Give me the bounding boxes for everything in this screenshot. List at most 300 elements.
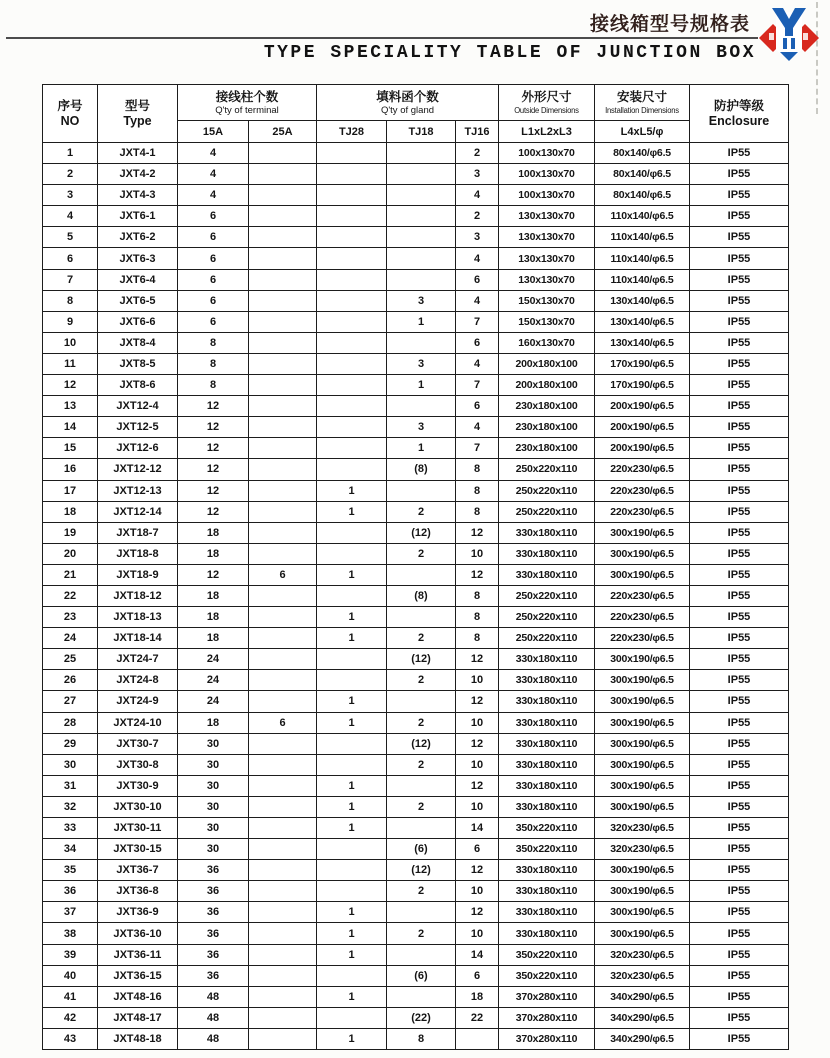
cell-tj18: (6): [387, 965, 456, 986]
table-row: [43, 585, 789, 606]
enclosure-header-en: Enclosure: [708, 113, 770, 128]
cell-outside-dim: 350x220x110: [499, 839, 595, 860]
cell-15a: 36: [178, 860, 249, 881]
type-header-cn: 型号: [124, 98, 150, 113]
cell-15a: 36: [178, 923, 249, 944]
cell-outside-dim: 330x180x110: [499, 691, 595, 712]
cell-25a: [249, 185, 317, 206]
cell-15a: 12: [178, 417, 249, 438]
cell-type: JXT36-10: [98, 923, 178, 944]
cell-tj28: 1: [317, 902, 387, 923]
cell-install-dim: 170x190/φ6.5: [595, 353, 690, 374]
cell-tj16: 6: [456, 965, 499, 986]
cell-tj16: 12: [456, 775, 499, 796]
cell-tj28: [317, 227, 387, 248]
cell-tj16: 12: [456, 860, 499, 881]
cell-outside-dim: 250x220x110: [499, 480, 595, 501]
col-header-type: [98, 85, 178, 143]
cell-install-dim: 200x190/φ6.5: [595, 417, 690, 438]
title-underline: [6, 37, 758, 39]
cell-type: JXT24-7: [98, 649, 178, 670]
cell-tj18: 2: [387, 501, 456, 522]
cell-enclosure: IP55: [690, 332, 789, 353]
cell-enclosure: IP55: [690, 818, 789, 839]
cell-no: 32: [43, 796, 98, 817]
cell-15a: 4: [178, 185, 249, 206]
page-title-english: TYPE SPECIALITY TABLE OF JUNCTION BOX: [263, 43, 756, 63]
cell-tj18: [387, 691, 456, 712]
cell-25a: [249, 839, 317, 860]
col-header-no: [43, 85, 98, 143]
cell-enclosure: IP55: [690, 754, 789, 775]
cell-no: 14: [43, 417, 98, 438]
cell-tj18: [387, 396, 456, 417]
cell-tj16: 14: [456, 818, 499, 839]
table-row: [43, 143, 789, 164]
cell-tj16: 10: [456, 543, 499, 564]
cell-tj28: 1: [317, 986, 387, 1007]
table-row: [43, 332, 789, 353]
cell-no: 34: [43, 839, 98, 860]
install-header-cn: 安装尺寸: [616, 89, 667, 104]
cell-15a: 30: [178, 839, 249, 860]
cell-type: JXT18-7: [98, 522, 178, 543]
cell-enclosure: IP55: [690, 670, 789, 691]
cell-enclosure: IP55: [690, 986, 789, 1007]
gland-header-cn: 填料函个数: [376, 89, 439, 104]
cell-tj16: 3: [456, 164, 499, 185]
no-header-cn: 序号: [57, 98, 83, 113]
cell-tj28: [317, 733, 387, 754]
cell-outside-dim: 330x180x110: [499, 670, 595, 691]
cell-tj18: [387, 227, 456, 248]
junction-box-spec-table: [42, 84, 789, 1050]
cell-tj28: [317, 670, 387, 691]
cell-install-dim: 300x190/φ6.5: [595, 902, 690, 923]
cell-outside-dim: 200x180x100: [499, 353, 595, 374]
cell-enclosure: IP55: [690, 796, 789, 817]
cell-no: 27: [43, 691, 98, 712]
table-row: [43, 564, 789, 585]
cell-tj16: 12: [456, 733, 499, 754]
table-row: [43, 628, 789, 649]
cell-tj16: 4: [456, 290, 499, 311]
cell-tj18: (22): [387, 1007, 456, 1028]
cell-15a: 30: [178, 796, 249, 817]
cell-15a: 12: [178, 501, 249, 522]
cell-tj16: 8: [456, 607, 499, 628]
cell-15a: 12: [178, 396, 249, 417]
cell-enclosure: IP55: [690, 923, 789, 944]
cell-tj28: 1: [317, 564, 387, 585]
table-body: [43, 143, 789, 1050]
cell-tj18: [387, 206, 456, 227]
cell-tj16: 18: [456, 986, 499, 1007]
cell-install-dim: 130x140/φ6.5: [595, 290, 690, 311]
table-row: [43, 965, 789, 986]
cell-tj18: 8: [387, 1028, 456, 1049]
cell-tj28: [317, 754, 387, 775]
cell-enclosure: IP55: [690, 564, 789, 585]
cell-tj16: 8: [456, 585, 499, 606]
cell-15a: 6: [178, 290, 249, 311]
cell-tj16: 10: [456, 754, 499, 775]
cell-type: JXT18-14: [98, 628, 178, 649]
cell-25a: [249, 290, 317, 311]
cell-enclosure: IP55: [690, 585, 789, 606]
cell-install-dim: 320x230/φ6.5: [595, 818, 690, 839]
cell-no: 42: [43, 1007, 98, 1028]
cell-type: JXT30-9: [98, 775, 178, 796]
cell-no: 43: [43, 1028, 98, 1049]
cell-enclosure: IP55: [690, 902, 789, 923]
cell-no: 13: [43, 396, 98, 417]
cell-install-dim: 300x190/φ6.5: [595, 881, 690, 902]
cell-no: 5: [43, 227, 98, 248]
table-row: [43, 269, 789, 290]
cell-tj18: 2: [387, 923, 456, 944]
col-header-installation-dimensions: [595, 85, 690, 121]
cell-type: JXT48-17: [98, 1007, 178, 1028]
cell-enclosure: IP55: [690, 839, 789, 860]
cell-tj18: [387, 902, 456, 923]
cell-outside-dim: 330x180x110: [499, 860, 595, 881]
cell-install-dim: 200x190/φ6.5: [595, 396, 690, 417]
cell-type: JXT48-16: [98, 986, 178, 1007]
cell-15a: 48: [178, 1028, 249, 1049]
cell-no: 4: [43, 206, 98, 227]
cell-tj18: 2: [387, 543, 456, 564]
cell-tj28: 1: [317, 607, 387, 628]
cell-15a: 6: [178, 269, 249, 290]
cell-no: 10: [43, 332, 98, 353]
cell-no: 1: [43, 143, 98, 164]
cell-no: 19: [43, 522, 98, 543]
cell-outside-dim: 250x220x110: [499, 459, 595, 480]
cell-tj16: 6: [456, 332, 499, 353]
table-row: [43, 206, 789, 227]
cell-no: 41: [43, 986, 98, 1007]
cell-enclosure: IP55: [690, 522, 789, 543]
col-header-15a: 15A: [178, 121, 249, 143]
cell-tj16: 4: [456, 353, 499, 374]
cell-enclosure: IP55: [690, 628, 789, 649]
cell-15a: 30: [178, 733, 249, 754]
cell-type: JXT12-6: [98, 438, 178, 459]
cell-type: JXT12-13: [98, 480, 178, 501]
cell-tj16: 12: [456, 902, 499, 923]
cell-outside-dim: 230x180x100: [499, 438, 595, 459]
cell-tj16: 14: [456, 944, 499, 965]
cell-type: JXT6-2: [98, 227, 178, 248]
cell-15a: 36: [178, 965, 249, 986]
cell-tj18: [387, 164, 456, 185]
cell-tj18: 3: [387, 290, 456, 311]
cell-type: JXT4-1: [98, 143, 178, 164]
cell-tj18: (8): [387, 459, 456, 480]
col-header-outside-dimensions: [499, 85, 595, 121]
table-row: [43, 670, 789, 691]
cell-enclosure: IP55: [690, 1007, 789, 1028]
cell-25a: [249, 1007, 317, 1028]
table-row: [43, 311, 789, 332]
cell-tj18: [387, 818, 456, 839]
cell-25a: [249, 775, 317, 796]
table-header: [43, 85, 789, 143]
cell-enclosure: IP55: [690, 607, 789, 628]
cell-enclosure: IP55: [690, 290, 789, 311]
cell-install-dim: 200x190/φ6.5: [595, 438, 690, 459]
cell-outside-dim: 330x180x110: [499, 543, 595, 564]
cell-type: JXT4-3: [98, 185, 178, 206]
cell-type: JXT18-12: [98, 585, 178, 606]
cell-outside-dim: 370x280x110: [499, 986, 595, 1007]
cell-tj18: [387, 332, 456, 353]
cell-install-dim: 300x190/φ6.5: [595, 522, 690, 543]
cell-tj28: [317, 543, 387, 564]
cell-tj28: [317, 269, 387, 290]
cell-no: 16: [43, 459, 98, 480]
cell-tj16: 10: [456, 670, 499, 691]
cell-no: 3: [43, 185, 98, 206]
table-row: [43, 691, 789, 712]
cell-15a: 48: [178, 1007, 249, 1028]
cell-tj28: [317, 839, 387, 860]
table-row: [43, 923, 789, 944]
cell-15a: 18: [178, 543, 249, 564]
cell-install-dim: 80x140/φ6.5: [595, 143, 690, 164]
cell-15a: 24: [178, 691, 249, 712]
cell-15a: 18: [178, 628, 249, 649]
cell-install-dim: 320x230/φ6.5: [595, 944, 690, 965]
table-row: [43, 860, 789, 881]
cell-tj18: [387, 986, 456, 1007]
cell-enclosure: IP55: [690, 375, 789, 396]
cell-15a: 4: [178, 164, 249, 185]
cell-tj28: [317, 881, 387, 902]
cell-outside-dim: 150x130x70: [499, 311, 595, 332]
cell-install-dim: 220x230/φ6.5: [595, 501, 690, 522]
cell-25a: [249, 818, 317, 839]
cell-25a: [249, 375, 317, 396]
cell-25a: [249, 269, 317, 290]
cell-enclosure: IP55: [690, 269, 789, 290]
cell-enclosure: IP55: [690, 543, 789, 564]
cell-install-dim: 300x190/φ6.5: [595, 796, 690, 817]
cell-install-dim: 340x290/φ6.5: [595, 1007, 690, 1028]
cell-25a: [249, 396, 317, 417]
table-row: [43, 522, 789, 543]
cell-install-dim: 300x190/φ6.5: [595, 923, 690, 944]
cell-enclosure: IP55: [690, 712, 789, 733]
cell-no: 18: [43, 501, 98, 522]
cell-outside-dim: 330x180x110: [499, 775, 595, 796]
cell-tj16: 22: [456, 1007, 499, 1028]
cell-tj16: 10: [456, 881, 499, 902]
cell-15a: 6: [178, 248, 249, 269]
cell-type: JXT36-11: [98, 944, 178, 965]
cell-outside-dim: 330x180x110: [499, 881, 595, 902]
cell-enclosure: IP55: [690, 396, 789, 417]
cell-no: 20: [43, 543, 98, 564]
cell-install-dim: 320x230/φ6.5: [595, 839, 690, 860]
cell-tj18: (12): [387, 649, 456, 670]
table-row: [43, 754, 789, 775]
cell-25a: [249, 248, 317, 269]
table-row: [43, 290, 789, 311]
cell-no: 11: [43, 353, 98, 374]
cell-tj18: (6): [387, 839, 456, 860]
cell-25a: [249, 860, 317, 881]
cell-no: 8: [43, 290, 98, 311]
cell-tj18: 2: [387, 881, 456, 902]
cell-outside-dim: 330x180x110: [499, 564, 595, 585]
cell-enclosure: IP55: [690, 691, 789, 712]
cell-enclosure: IP55: [690, 164, 789, 185]
cell-install-dim: 110x140/φ6.5: [595, 248, 690, 269]
cell-install-dim: 300x190/φ6.5: [595, 733, 690, 754]
cell-15a: 8: [178, 332, 249, 353]
cell-type: JXT24-10: [98, 712, 178, 733]
table-row: [43, 881, 789, 902]
cell-outside-dim: 330x180x110: [499, 923, 595, 944]
cell-outside-dim: 130x130x70: [499, 206, 595, 227]
table-row: [43, 712, 789, 733]
cell-type: JXT30-7: [98, 733, 178, 754]
cell-15a: 30: [178, 754, 249, 775]
table-row: [43, 543, 789, 564]
cell-25a: [249, 227, 317, 248]
cell-tj28: 1: [317, 691, 387, 712]
cell-type: JXT48-18: [98, 1028, 178, 1049]
cell-tj18: [387, 944, 456, 965]
cell-outside-dim: 330x180x110: [499, 796, 595, 817]
cell-tj16: 10: [456, 712, 499, 733]
cell-tj18: [387, 143, 456, 164]
table-row: [43, 818, 789, 839]
cell-tj18: 1: [387, 311, 456, 332]
cell-no: 29: [43, 733, 98, 754]
cell-install-dim: 300x190/φ6.5: [595, 860, 690, 881]
cell-outside-dim: 160x130x70: [499, 332, 595, 353]
cell-tj16: 8: [456, 459, 499, 480]
cell-type: JXT36-9: [98, 902, 178, 923]
table-row: [43, 459, 789, 480]
cell-enclosure: IP55: [690, 459, 789, 480]
cell-tj18: [387, 480, 456, 501]
table-row: [43, 164, 789, 185]
cell-tj18: (12): [387, 522, 456, 543]
cell-no: 9: [43, 311, 98, 332]
cell-25a: [249, 585, 317, 606]
cell-outside-dim: 370x280x110: [499, 1007, 595, 1028]
cell-no: 15: [43, 438, 98, 459]
no-header-en: NO: [60, 113, 80, 128]
cell-15a: 24: [178, 649, 249, 670]
cell-type: JXT6-1: [98, 206, 178, 227]
cell-15a: 12: [178, 438, 249, 459]
cell-25a: [249, 986, 317, 1007]
cell-tj28: [317, 185, 387, 206]
cell-tj28: 1: [317, 1028, 387, 1049]
cell-15a: 18: [178, 607, 249, 628]
cell-15a: 36: [178, 902, 249, 923]
cell-install-dim: 340x290/φ6.5: [595, 986, 690, 1007]
cell-25a: [249, 902, 317, 923]
cell-install-dim: 80x140/φ6.5: [595, 164, 690, 185]
col-header-tj28: TJ28: [317, 121, 387, 143]
cell-25a: [249, 923, 317, 944]
cell-tj18: [387, 607, 456, 628]
col-header-l1xl2xl3: L1xL2xL3: [499, 121, 595, 143]
cell-tj28: [317, 353, 387, 374]
cell-enclosure: IP55: [690, 649, 789, 670]
install-header-en: Installation Dimensions: [605, 105, 679, 115]
cell-tj28: [317, 164, 387, 185]
type-header-en: Type: [123, 113, 152, 128]
cell-install-dim: 110x140/φ6.5: [595, 227, 690, 248]
cell-no: 7: [43, 269, 98, 290]
cell-install-dim: 220x230/φ6.5: [595, 459, 690, 480]
cell-15a: 18: [178, 712, 249, 733]
cell-install-dim: 300x190/φ6.5: [595, 691, 690, 712]
cell-install-dim: 300x190/φ6.5: [595, 775, 690, 796]
col-header-tj18: TJ18: [387, 121, 456, 143]
cell-install-dim: 300x190/φ6.5: [595, 754, 690, 775]
table-row: [43, 796, 789, 817]
cell-tj28: [317, 396, 387, 417]
cell-tj16: 4: [456, 417, 499, 438]
table-row: [43, 375, 789, 396]
cell-25a: [249, 754, 317, 775]
table-row: [43, 480, 789, 501]
cell-no: 26: [43, 670, 98, 691]
cell-25a: [249, 965, 317, 986]
cell-install-dim: 300x190/φ6.5: [595, 712, 690, 733]
cell-tj18: 3: [387, 353, 456, 374]
cell-no: 24: [43, 628, 98, 649]
terminal-header-en: Q'ty of terminal: [215, 104, 279, 116]
cell-15a: 8: [178, 353, 249, 374]
cell-tj28: [317, 522, 387, 543]
table-row: [43, 248, 789, 269]
cell-type: JXT18-9: [98, 564, 178, 585]
cell-enclosure: IP55: [690, 417, 789, 438]
cell-outside-dim: 330x180x110: [499, 754, 595, 775]
cell-outside-dim: 350x220x110: [499, 965, 595, 986]
cell-25a: [249, 1028, 317, 1049]
cell-tj28: 1: [317, 480, 387, 501]
cell-25a: [249, 733, 317, 754]
cell-tj16: 8: [456, 501, 499, 522]
cell-25a: [249, 417, 317, 438]
cell-install-dim: 320x230/φ6.5: [595, 965, 690, 986]
cell-25a: [249, 480, 317, 501]
cell-tj28: [317, 860, 387, 881]
cell-install-dim: 220x230/φ6.5: [595, 480, 690, 501]
cell-tj16: 12: [456, 691, 499, 712]
cell-type: JXT4-2: [98, 164, 178, 185]
cell-outside-dim: 100x130x70: [499, 185, 595, 206]
cell-type: JXT12-4: [98, 396, 178, 417]
cell-25a: [249, 944, 317, 965]
page-title-chinese: 接线箱型号规格表: [589, 14, 750, 35]
cell-tj16: 6: [456, 839, 499, 860]
cell-tj16: 8: [456, 480, 499, 501]
cell-enclosure: IP55: [690, 480, 789, 501]
cell-15a: 24: [178, 670, 249, 691]
cell-25a: [249, 501, 317, 522]
